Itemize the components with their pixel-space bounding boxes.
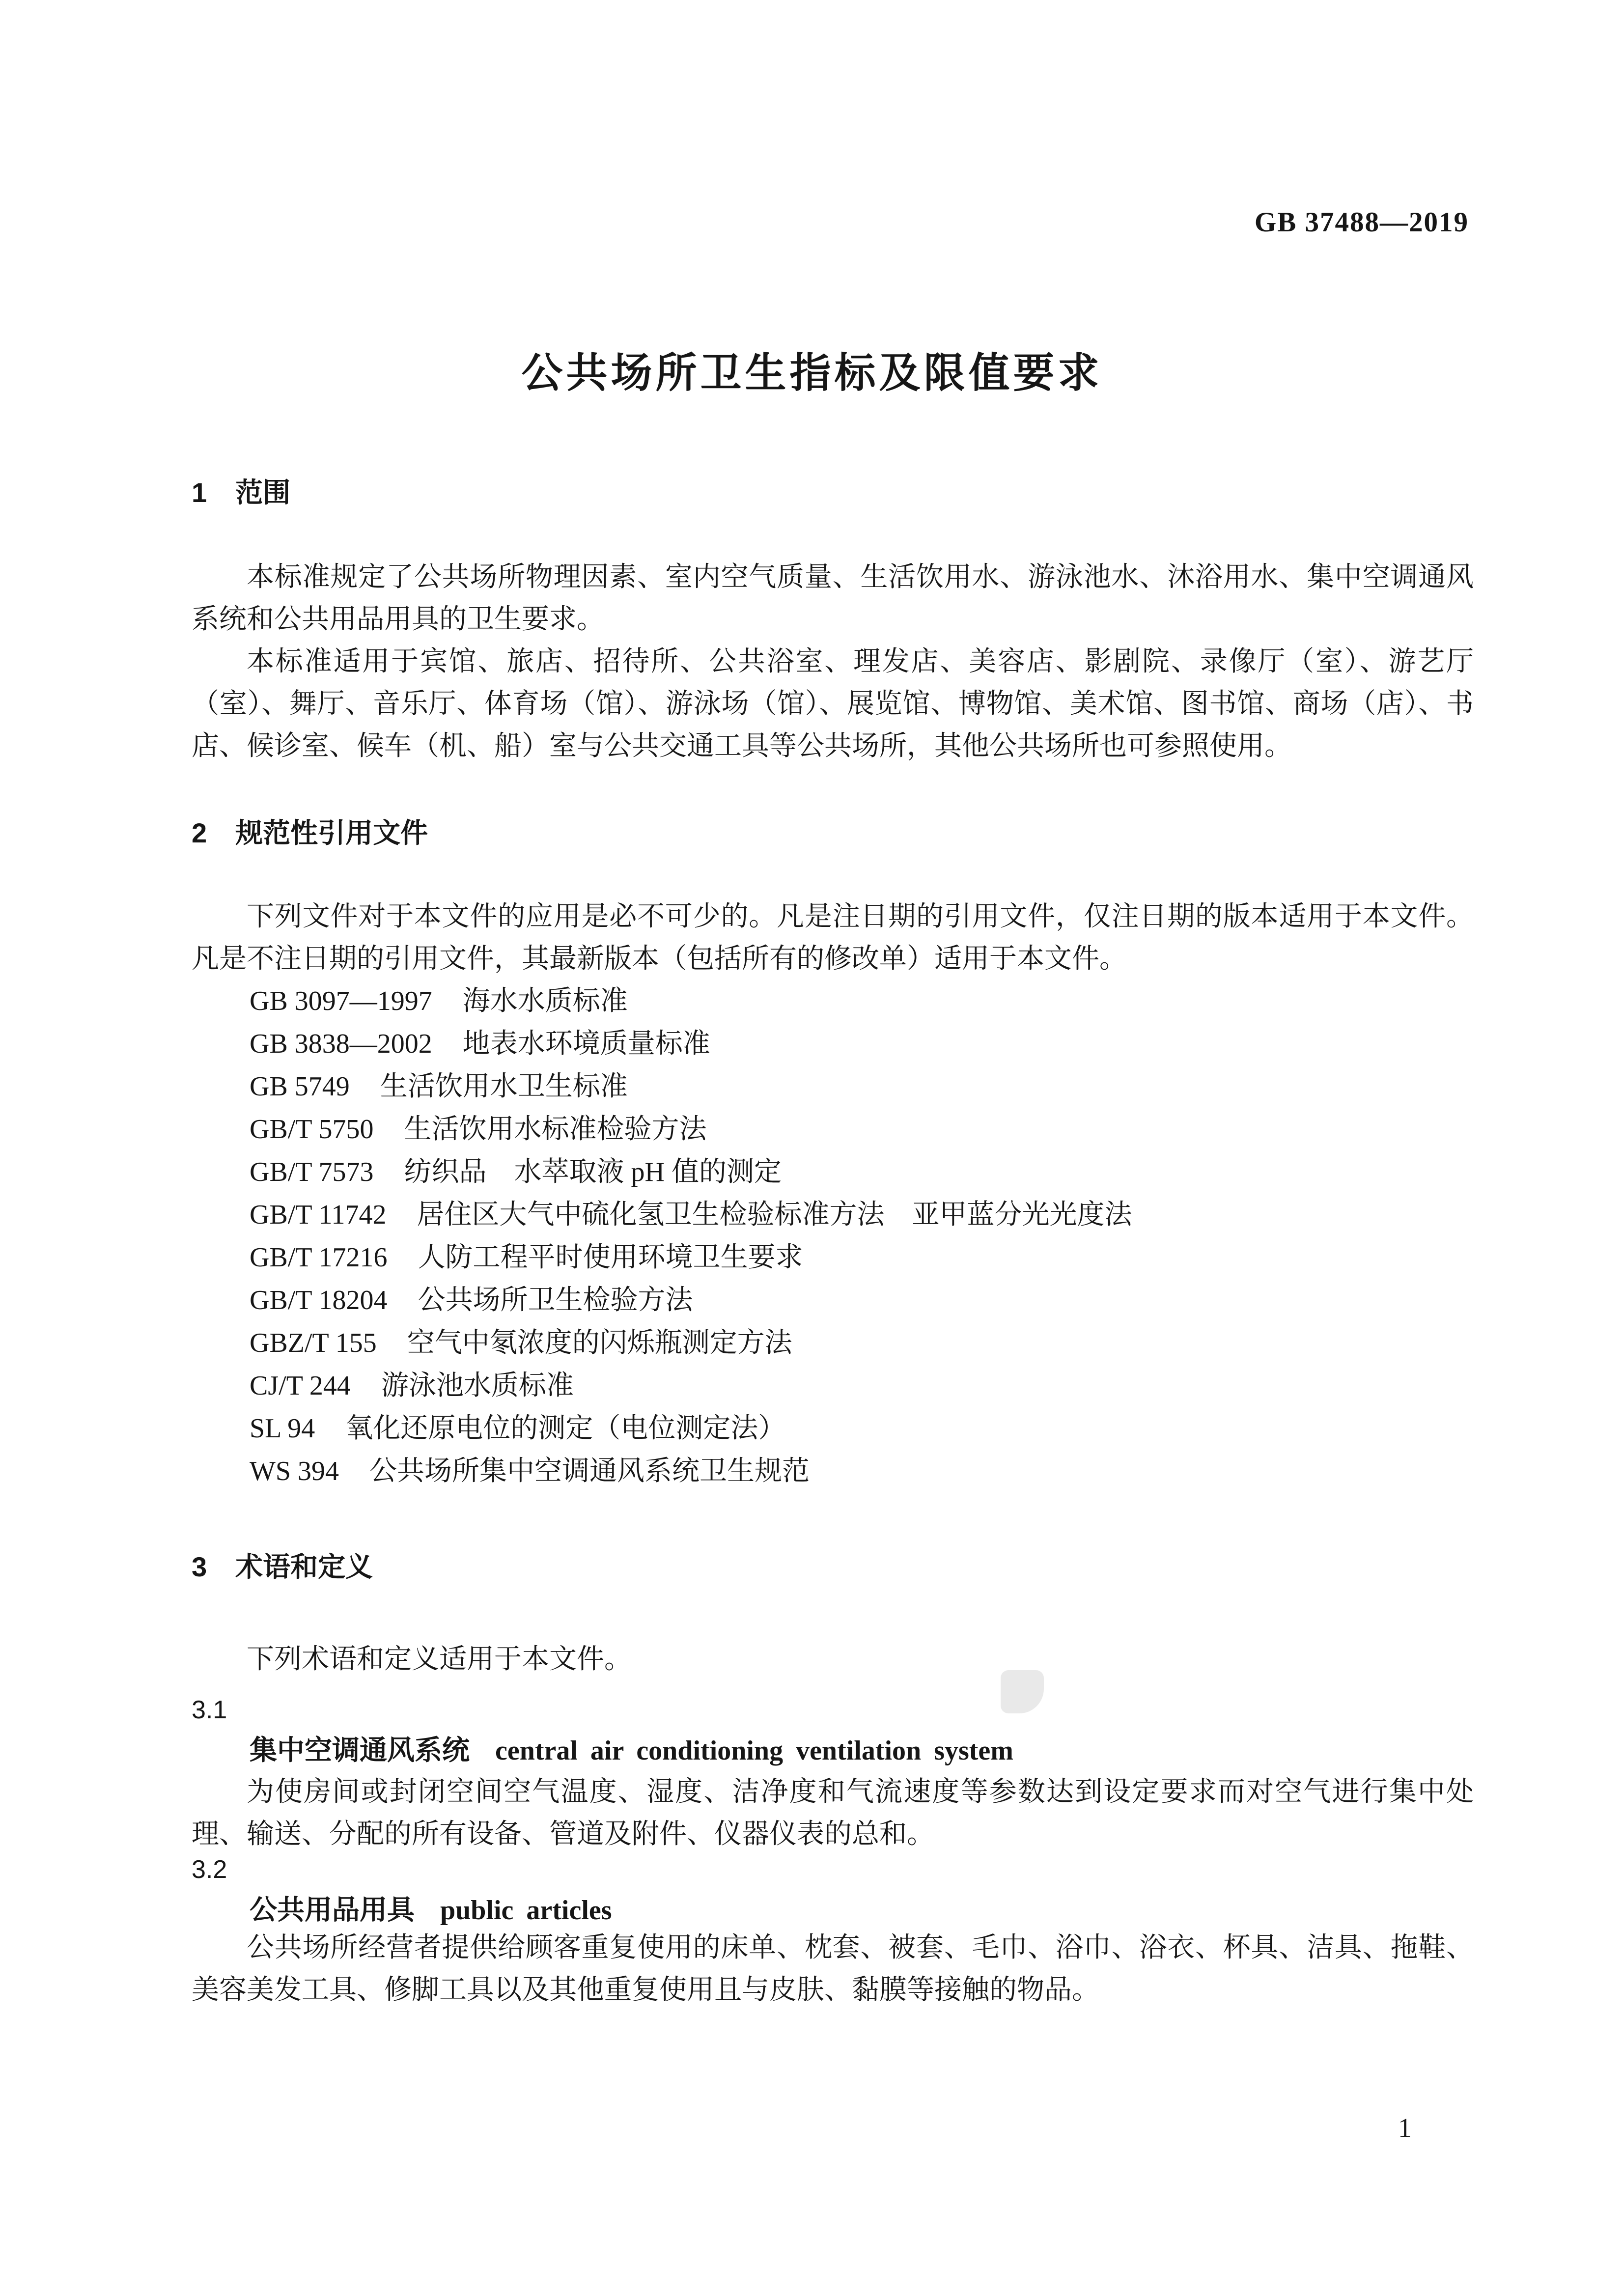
term-1-heading <box>250 1736 1013 1764</box>
standard-number: GB 37488—2019 <box>1254 207 1469 238</box>
term-2-name-en: public articles <box>440 1895 612 1926</box>
document-title: 公共场所卫生指标及限值要求 <box>521 350 1103 396</box>
scope-paragraph-1: 本标准规定了公共场所物理因素、室内空气质量、生活饮用水、游泳池水、沐浴用水、集中空调通风系统和公共用品用具的卫生要求。 <box>192 562 1474 635</box>
reference-code: GB/T 11742 <box>250 1200 387 1230</box>
reference-item <box>250 1450 1132 1493</box>
reference-title: 游泳池水质标准 <box>381 1371 574 1401</box>
reference-title: 公共场所集中空调通风系统卫生规范 <box>369 1456 810 1486</box>
reference-code: GB/T 5750 <box>250 1114 374 1145</box>
term-2-id: 3.2 <box>192 1855 227 1884</box>
reference-title: 海水水质标准 <box>462 986 628 1016</box>
reference-item <box>250 1407 1132 1450</box>
reference-item <box>250 980 1132 1023</box>
section-3-number: 3 <box>192 1551 207 1582</box>
reference-title: 生活饮用水标准检验方法 <box>404 1114 707 1145</box>
term-2-heading <box>250 1896 612 1924</box>
reference-item <box>250 1236 1132 1279</box>
reference-code: GB 3838—2002 <box>250 1029 432 1059</box>
scan-watermark-blob <box>1001 1670 1044 1713</box>
term-1-id: 3.1 <box>192 1696 227 1724</box>
reference-item <box>250 1108 1132 1151</box>
reference-code: SL 94 <box>250 1413 315 1444</box>
terms-intro: 下列术语和定义适用于本文件。 <box>247 1644 632 1675</box>
page-number: 1 <box>1398 2113 1412 2143</box>
reference-title: 居住区大气中硫化氢卫生检验标准方法 亚甲蓝分光光度法 <box>417 1200 1132 1230</box>
term-2-definition: 公共场所经营者提供给顾客重复使用的床单、枕套、被套、毛巾、浴巾、浴衣、杯具、洁具、拖鞋、美容美发工具、修脚工具以及其他重复使用且与皮肤、黏膜等接触的物品。 <box>192 1932 1474 2005</box>
reference-item <box>250 1194 1132 1236</box>
section-1-heading <box>192 479 290 506</box>
reference-item <box>250 1365 1132 1407</box>
reference-code: GB 5749 <box>250 1071 350 1102</box>
section-2-heading <box>192 819 428 847</box>
reference-list <box>250 980 1132 1493</box>
reference-title: 空气中氡浓度的闪烁瓶测定方法 <box>407 1328 792 1358</box>
reference-title: 人防工程平时使用环境卫生要求 <box>418 1242 803 1273</box>
reference-code: GB/T 7573 <box>250 1157 374 1187</box>
reference-title: 生活饮用水卫生标准 <box>380 1071 628 1102</box>
normative-references-intro: 下列文件对于本文件的应用是必不可少的。凡是注日期的引用文件，仅注日期的版本适用于本文件。凡是不注日期的引用文件，其最新版本（包括所有的修改单）适用于本文件。 <box>192 901 1474 974</box>
reference-item <box>250 1023 1132 1065</box>
term-1-definition: 为使房间或封闭空间空气温度、湿度、洁净度和气流速度等参数达到设定要求而对空气进行集中处理、输送、分配的所有设备、管道及附件、仪器仪表的总和。 <box>192 1777 1474 1849</box>
scope-paragraph-2: 本标准适用于宾馆、旅店、招待所、公共浴室、理发店、美容店、影剧院、录像厅（室）、游艺厅（室）、舞厅、音乐厅、体育场（馆）、游泳场（馆）、展览馆、博物馆、美术馆、图书馆、商场（店）、书店、候诊室、候车（机、船）室与公共交通工具等公共场所，其他公共场所也可参照使用。 <box>192 646 1474 761</box>
reference-item <box>250 1065 1132 1108</box>
section-3-label: 术语和定义 <box>235 1551 373 1582</box>
reference-item <box>250 1322 1132 1365</box>
reference-code: GB/T 18204 <box>250 1285 388 1315</box>
reference-title: 地表水环境质量标准 <box>462 1029 710 1059</box>
reference-item <box>250 1279 1132 1322</box>
section-2-number: 2 <box>192 817 207 848</box>
reference-title: 纺织品 水萃取液 pH 值的测定 <box>404 1157 782 1187</box>
reference-code: GB 3097—1997 <box>250 986 432 1016</box>
reference-code: WS 394 <box>250 1456 339 1486</box>
term-1-name-zh: 集中空调通风系统 <box>250 1735 470 1765</box>
reference-code: CJ/T 244 <box>250 1371 351 1401</box>
section-1-number: 1 <box>192 477 207 508</box>
reference-item <box>250 1151 1132 1194</box>
section-2-label: 规范性引用文件 <box>235 817 428 848</box>
reference-code: GBZ/T 155 <box>250 1328 377 1358</box>
reference-title: 氧化还原电位的测定（电位测定法） <box>345 1413 786 1444</box>
reference-code: GB/T 17216 <box>250 1242 388 1273</box>
section-1-label: 范围 <box>235 477 291 508</box>
term-2-name-zh: 公共用品用具 <box>250 1894 415 1925</box>
term-1-name-en: central air conditioning ventilation system <box>495 1735 1013 1766</box>
section-3-heading <box>192 1553 373 1581</box>
reference-title: 公共场所卫生检验方法 <box>418 1285 693 1315</box>
